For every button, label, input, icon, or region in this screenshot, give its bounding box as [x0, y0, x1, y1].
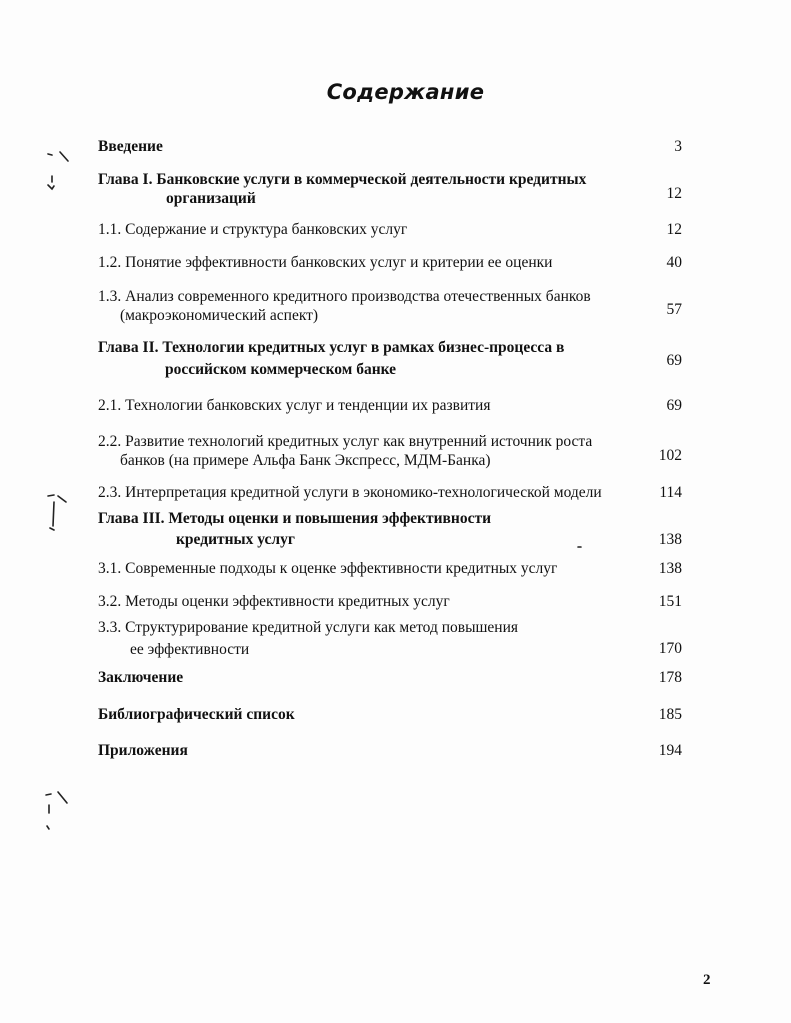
toc-entry-title-continued: кредитных услуг: [176, 531, 295, 548]
scan-mark-2: [48, 176, 54, 189]
toc-entry-title: Глава III. Методы оценки и повышения эффективности: [98, 510, 492, 527]
toc-entry-title: Заключение: [98, 669, 184, 686]
toc-entry-title-continued: российском коммерческом банке: [165, 361, 397, 378]
toc-entry-title: Библиографический список: [98, 706, 295, 723]
toc-entry-title-continued: (макроэкономический аспект): [120, 307, 319, 324]
toc-page-number: 185: [658, 706, 682, 723]
toc-entry-title: 2.3. Интерпретация кредитной услуги в экономико-технологической модели: [98, 484, 602, 501]
toc-entry-title: 1.2. Понятие эффективности банковских услуг и критерии ее оценки: [98, 254, 553, 271]
toc-page-number: 170: [658, 640, 682, 657]
toc-entry-title: Введение: [98, 138, 163, 155]
toc-page-number: 138: [658, 531, 682, 548]
toc-entry-title: Приложения: [98, 742, 188, 759]
toc-entry-title-continued: организаций: [166, 190, 256, 207]
toc-entry-title: 1.1. Содержание и структура банковских услуг: [98, 221, 408, 238]
toc-entry-title: Глава I. Банковские услуги в коммерческой деятельности кредитных: [98, 171, 587, 188]
scan-mark-3: [48, 495, 66, 502]
toc-entry-title: Глава II. Технологии кредитных услуг в рамках бизнес-процесса в: [98, 339, 565, 356]
scan-mark-1: [48, 152, 68, 161]
toc-page-number: 12: [666, 221, 682, 238]
page-title: Содержание: [326, 80, 485, 104]
toc-entry-title: 2.2. Развитие технологий кредитных услуг как внутренний источник роста: [98, 433, 593, 450]
page-number: 2: [703, 972, 711, 988]
toc-page-number: 194: [658, 742, 682, 759]
toc-entry-title: 3.1. Современные подходы к оценке эффективности кредитных услуг: [98, 560, 558, 577]
toc-entry-title: 2.1. Технологии банковских услуг и тенденции их развития: [98, 397, 491, 414]
scan-mark-4: [50, 502, 54, 530]
toc-page-number: 178: [658, 669, 682, 686]
toc-entry-title: 3.3. Структурирование кредитной услуги как метод повышения: [98, 619, 519, 636]
toc-page-number: 69: [666, 397, 682, 414]
toc-page-number: 57: [666, 301, 682, 318]
toc-page-number: 102: [658, 447, 682, 464]
scan-mark-5: [46, 792, 67, 803]
toc-entry-title: 3.2. Методы оценки эффективности кредитных услуг: [98, 593, 450, 610]
toc-page-number: 69: [666, 352, 682, 369]
scan-mark-6: [47, 805, 49, 829]
toc-entry-title: 1.3. Анализ современного кредитного производства отечественных банков: [98, 288, 591, 305]
toc-page-number: 114: [659, 484, 682, 501]
toc-page-number: 151: [658, 593, 682, 610]
toc-entry-title-continued: банков (на примере Альфа Банк Экспресс, МДМ-Банка): [120, 452, 491, 469]
toc-page-number: 138: [658, 560, 682, 577]
toc-page-number: 40: [666, 254, 682, 271]
toc-entry-title-continued: ее эффективности: [130, 641, 250, 658]
toc-page-number: 3: [674, 138, 682, 155]
toc-page-number: 12: [666, 185, 682, 202]
